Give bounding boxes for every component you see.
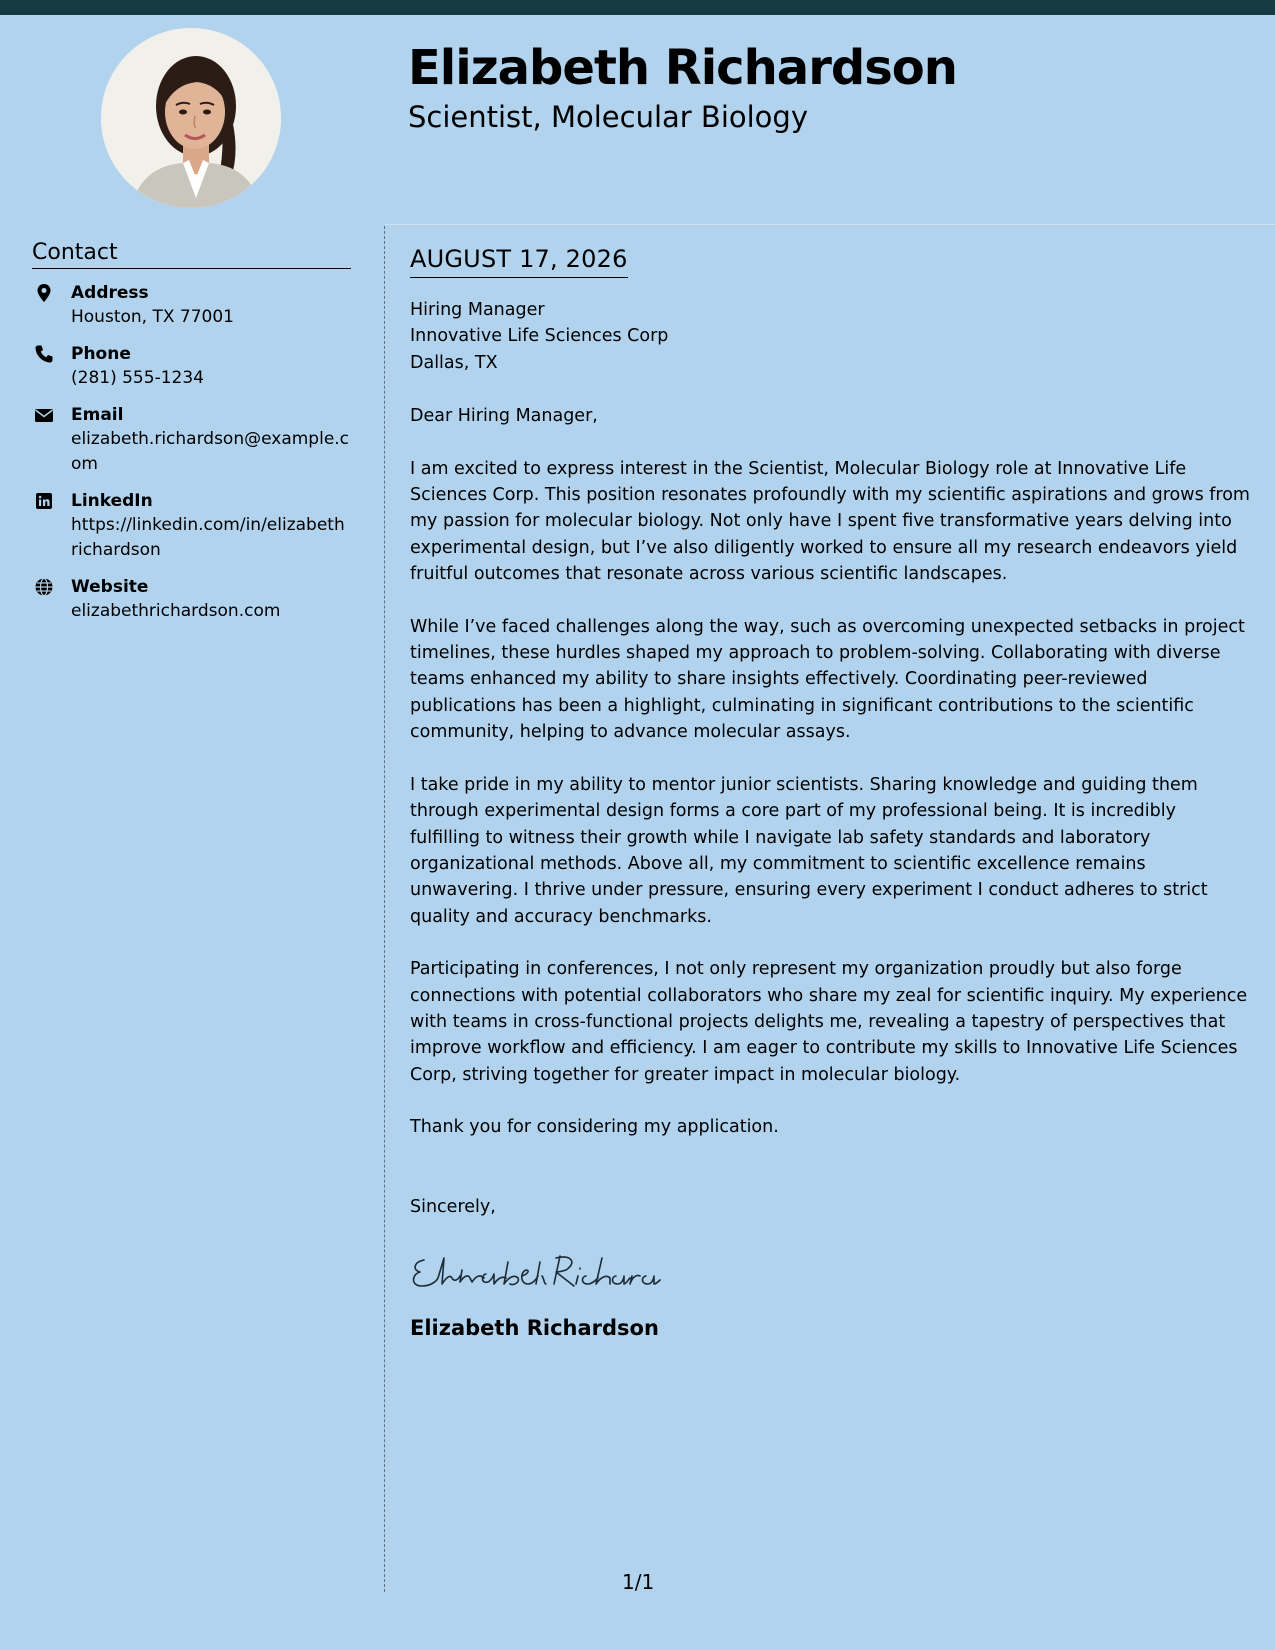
top-bar	[0, 0, 1275, 15]
letter-paragraph: While I’ve faced challenges along the way, such as overcoming unexpected setbacks in project timelines, these hurdles shaped my approach to problem-solving. Collaborating with diverse teams enhanced my ability to share insights effectively. Coordinating peer-reviewed publications has been a highlight, culminating in significant contributions to the scientific community, helping to advance molecular assays.	[410, 616, 1245, 743]
salutation: Dear Hiring Manager,	[410, 406, 598, 427]
contact-linkedin	[32, 489, 351, 563]
email-label: Email	[71, 405, 124, 425]
contact-heading: Contact	[32, 240, 351, 269]
address-value: Houston, TX 77001	[71, 307, 234, 327]
recipient-block	[410, 297, 1250, 376]
profile-photo	[101, 28, 281, 208]
letter-paragraph: Participating in conferences, I not only represent my organization proudly but also forge connections with potential collaborators who share my zeal for scientific inquiry. My experience with teams in cross-functional projects delights me, revealing a tapestry of perspectives that improve workflow and efficiency. I am eager to contribute my skills to Innovative Life Sciences Corp, striving together for greater impact in molecular biology.	[410, 959, 1248, 1085]
contact-email	[32, 403, 351, 477]
globe-icon	[34, 577, 54, 597]
letter-date: AUGUST 17, 2026	[410, 244, 628, 278]
website-label: Website	[71, 577, 149, 597]
phone-icon	[34, 344, 54, 364]
website-value[interactable]: elizabethrichardson.com	[71, 601, 281, 621]
contact-sidebar	[32, 240, 351, 624]
map-pin-icon	[34, 283, 54, 303]
recipient-line: Innovative Life Sciences Corp	[410, 326, 669, 347]
envelope-icon	[34, 405, 54, 425]
contact-address	[32, 281, 351, 330]
phone-label: Phone	[71, 344, 131, 364]
letter-paragraph: I am excited to express interest in the Scientist, Molecular Biology role at Innovative Life Sciences Corp. This position resonates profoundly with my scientific aspirations and grows from my passion for molecular biology. Not only have I spent five transformative years delving into experimental design, but I’ve also diligently worked to ensure all my research endeavors yield fruitful outcomes that resonate across various scientific landscapes.	[410, 458, 1250, 585]
closing-line: Thank you for considering my application.	[410, 1117, 779, 1138]
email-value[interactable]: elizabeth.richardson@example.com	[71, 429, 350, 474]
header-divider	[385, 224, 1275, 225]
linkedin-icon	[34, 491, 54, 511]
recipient-line: Hiring Manager	[410, 300, 545, 320]
applicant-name: Elizabeth Richardson	[408, 40, 957, 96]
linkedin-label: LinkedIn	[71, 491, 153, 511]
signer-name: Elizabeth Richardson	[410, 1315, 659, 1340]
contact-website	[32, 575, 351, 624]
recipient-line: Dallas, TX	[410, 352, 498, 373]
contact-phone	[32, 342, 351, 391]
phone-value: (281) 555-1234	[71, 368, 204, 388]
job-title: Scientist, Molecular Biology	[408, 100, 808, 134]
signoff: Sincerely,	[410, 1196, 496, 1217]
page-number: 1/1	[622, 1570, 655, 1594]
letter-paragraph: I take pride in my ability to mentor junior scientists. Sharing knowledge and guiding them through experimental design forms a core part of my professional being. It is incredibly fulfilling to witness their growth while I navigate lab safety standards and laboratory organizational methods. Above all, my commitment to scientific excellence remains unwavering. I thrive under pressure, ensuring every experiment I conduct adheres to strict quality and accuracy benchmarks.	[410, 774, 1208, 927]
linkedin-value[interactable]: https://linkedin.com/in/elizabethrichardson	[71, 515, 345, 560]
column-divider	[384, 226, 385, 1592]
address-label: Address	[71, 283, 149, 303]
handwritten-signature	[410, 1248, 680, 1296]
letter-body	[410, 244, 1250, 1341]
